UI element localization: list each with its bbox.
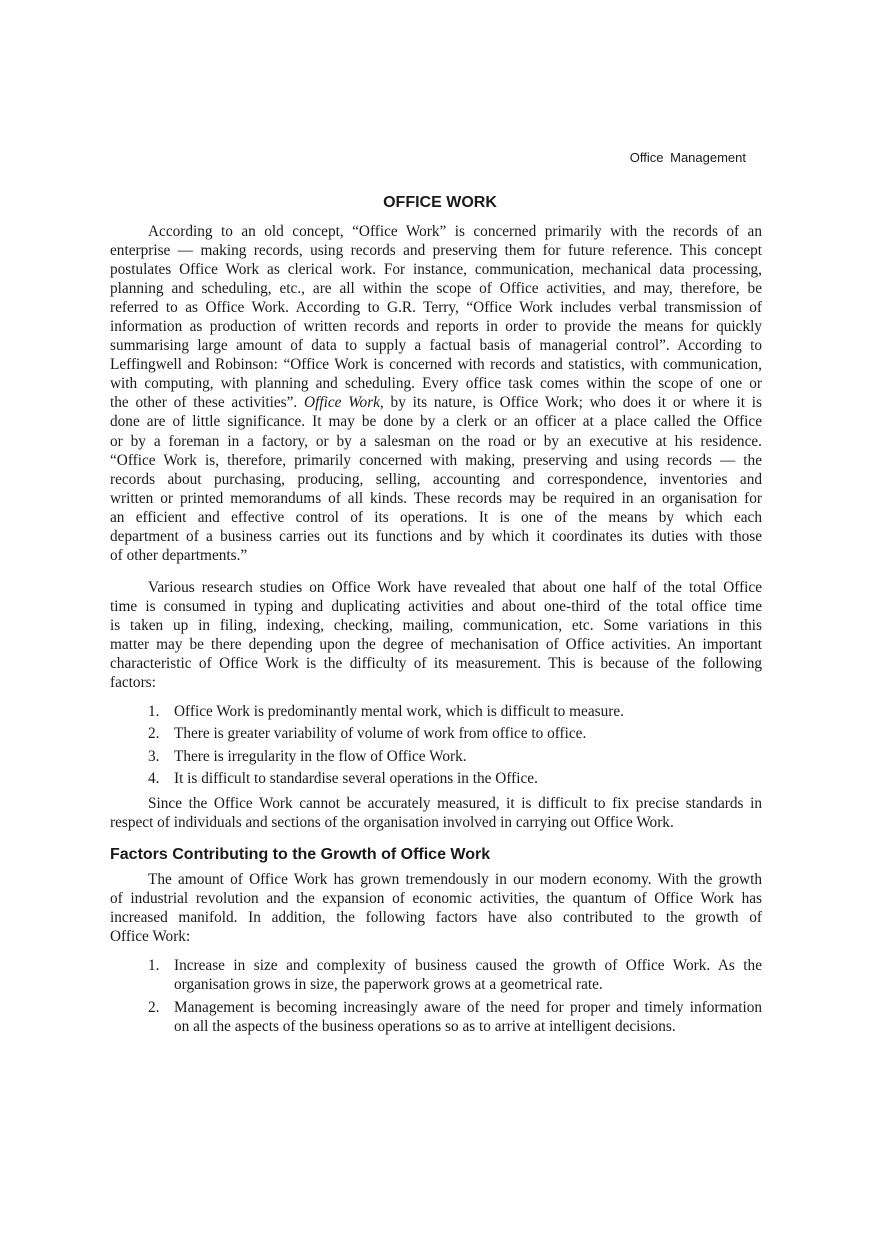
text-line: “Office Work is, therefore, primarily concerned with making, preserving and using records — the (110, 451, 762, 469)
list-item (110, 724, 762, 743)
text-line: Increase in size and complexity of business caused the growth of Office Work. As the (174, 957, 762, 974)
text-line: The amount of Office Work has grown tremendously in our modern economy. With the growth (148, 871, 762, 888)
text-line: It is difficult to standardise several operations in the Office. (174, 770, 538, 788)
text-line: planning and scheduling, etc., are all within the scope of Office activities, and may, therefore, be (110, 280, 762, 298)
list-item (110, 998, 762, 1036)
list-number: 2. (148, 999, 160, 1017)
text-line: Leffingwell and Robinson: “Office Work is concerned with records and statistics, with communication, (110, 356, 762, 374)
paragraph (110, 222, 762, 565)
text-line: respect of individuals and sections of the organisation involved in carrying out Office Work. (110, 814, 674, 832)
list-number: 1. (148, 957, 160, 974)
text-line: postulates Office Work as clerical work. For instance, communication, mechanical data processing, (110, 261, 762, 279)
list-number: 2. (148, 725, 160, 743)
text-line: done are of little significance. It may be done by a clerk or an officer at a place called the Office (110, 413, 762, 431)
text-line: increased manifold. In addition, the following factors have also contributed to the growth of (110, 909, 762, 927)
text-line: enterprise — making records, using records and preserving them for future reference. This concept (110, 242, 762, 260)
text-line: with computing, with planning and scheduling. Every office task comes within the scope of one or (110, 375, 762, 393)
page-title: OFFICE WORK (383, 194, 497, 211)
paragraph (110, 794, 762, 832)
text-line: Management is becoming increasingly aware of the need for proper and timely information (174, 999, 762, 1017)
text-line: written or printed memorandums of all kinds. These records may be required in an organisation for (110, 489, 762, 507)
text-line: or by a foreman in a factory, or by a salesman on the road or by an executive at his residence. (110, 432, 762, 450)
list-item (110, 702, 762, 721)
text-line: organisation grows in size, the paperwork grows at a geometrical rate. (174, 976, 603, 994)
section-heading: Factors Contributing to the Growth of Office Work (110, 846, 491, 863)
numbered-list (110, 702, 762, 792)
text-line: time is consumed in typing and duplicating activities and about one-third of the total office time (110, 598, 762, 616)
text-line: characteristic of Office Work is the difficulty of its measurement. This is because of the following (110, 655, 762, 673)
list-number: 3. (148, 747, 160, 765)
text-line: According to an old concept, “Office Work” is concerned primarily with the records of an (148, 223, 762, 240)
text-line: records about purchasing, producing, selling, accounting and correspondence, inventories and (110, 470, 762, 488)
list-number: 4. (148, 770, 160, 788)
text-line: on all the aspects of the business operations so as to arrive at intelligent decisions. (174, 1018, 676, 1036)
text-line: information as production of written records and reports in order to provide the means for quickly (110, 318, 762, 336)
text-line: Various research studies on Office Work have revealed that about one half of the total Office (148, 579, 762, 596)
text-line: the other of these activities”. Office Work, by its nature, is Office Work; who does it or where it is (110, 394, 762, 412)
text-line: There is greater variability of volume of work from office to office. (174, 725, 587, 743)
text-line: of industrial revolution and the expansion of economic activities, the quantum of Office Work has (110, 890, 762, 908)
list-item (110, 747, 762, 766)
list-item (110, 769, 762, 788)
text-line: factors: (110, 674, 156, 692)
text-line: There is irregularity in the flow of Office Work. (174, 747, 467, 765)
text-line: referred to as Office Work. According to G.R. Terry, “Office Work includes verbal transmission of (110, 299, 762, 317)
text-line: Office Work: (110, 928, 191, 946)
text-line: is taken up in filing, indexing, checking, mailing, communication, etc. Some variations in this (110, 617, 762, 635)
text-line: an efficient and effective control of its operations. It is one of the means by which each (110, 508, 762, 526)
paragraph (110, 870, 762, 946)
text-line: summarising large amount of data to supply a factual basis of managerial control”. According to (110, 337, 762, 355)
text-line: of other departments.” (110, 546, 248, 564)
list-number: 1. (148, 703, 160, 720)
numbered-list (110, 956, 762, 1040)
text-line: Office Work is predominantly mental work, which is difficult to measure. (174, 703, 624, 720)
paragraph (110, 578, 762, 692)
text-line: department of a business carries out its functions and by which it coordinates its duties with those (110, 527, 762, 545)
text-line: Since the Office Work cannot be accurately measured, it is difficult to fix precise standards in (148, 795, 762, 812)
running-head: Office Management (629, 150, 746, 165)
text-line: matter may be there depending upon the degree of mechanisation of Office activities. An important (110, 636, 762, 654)
list-item (110, 956, 762, 994)
